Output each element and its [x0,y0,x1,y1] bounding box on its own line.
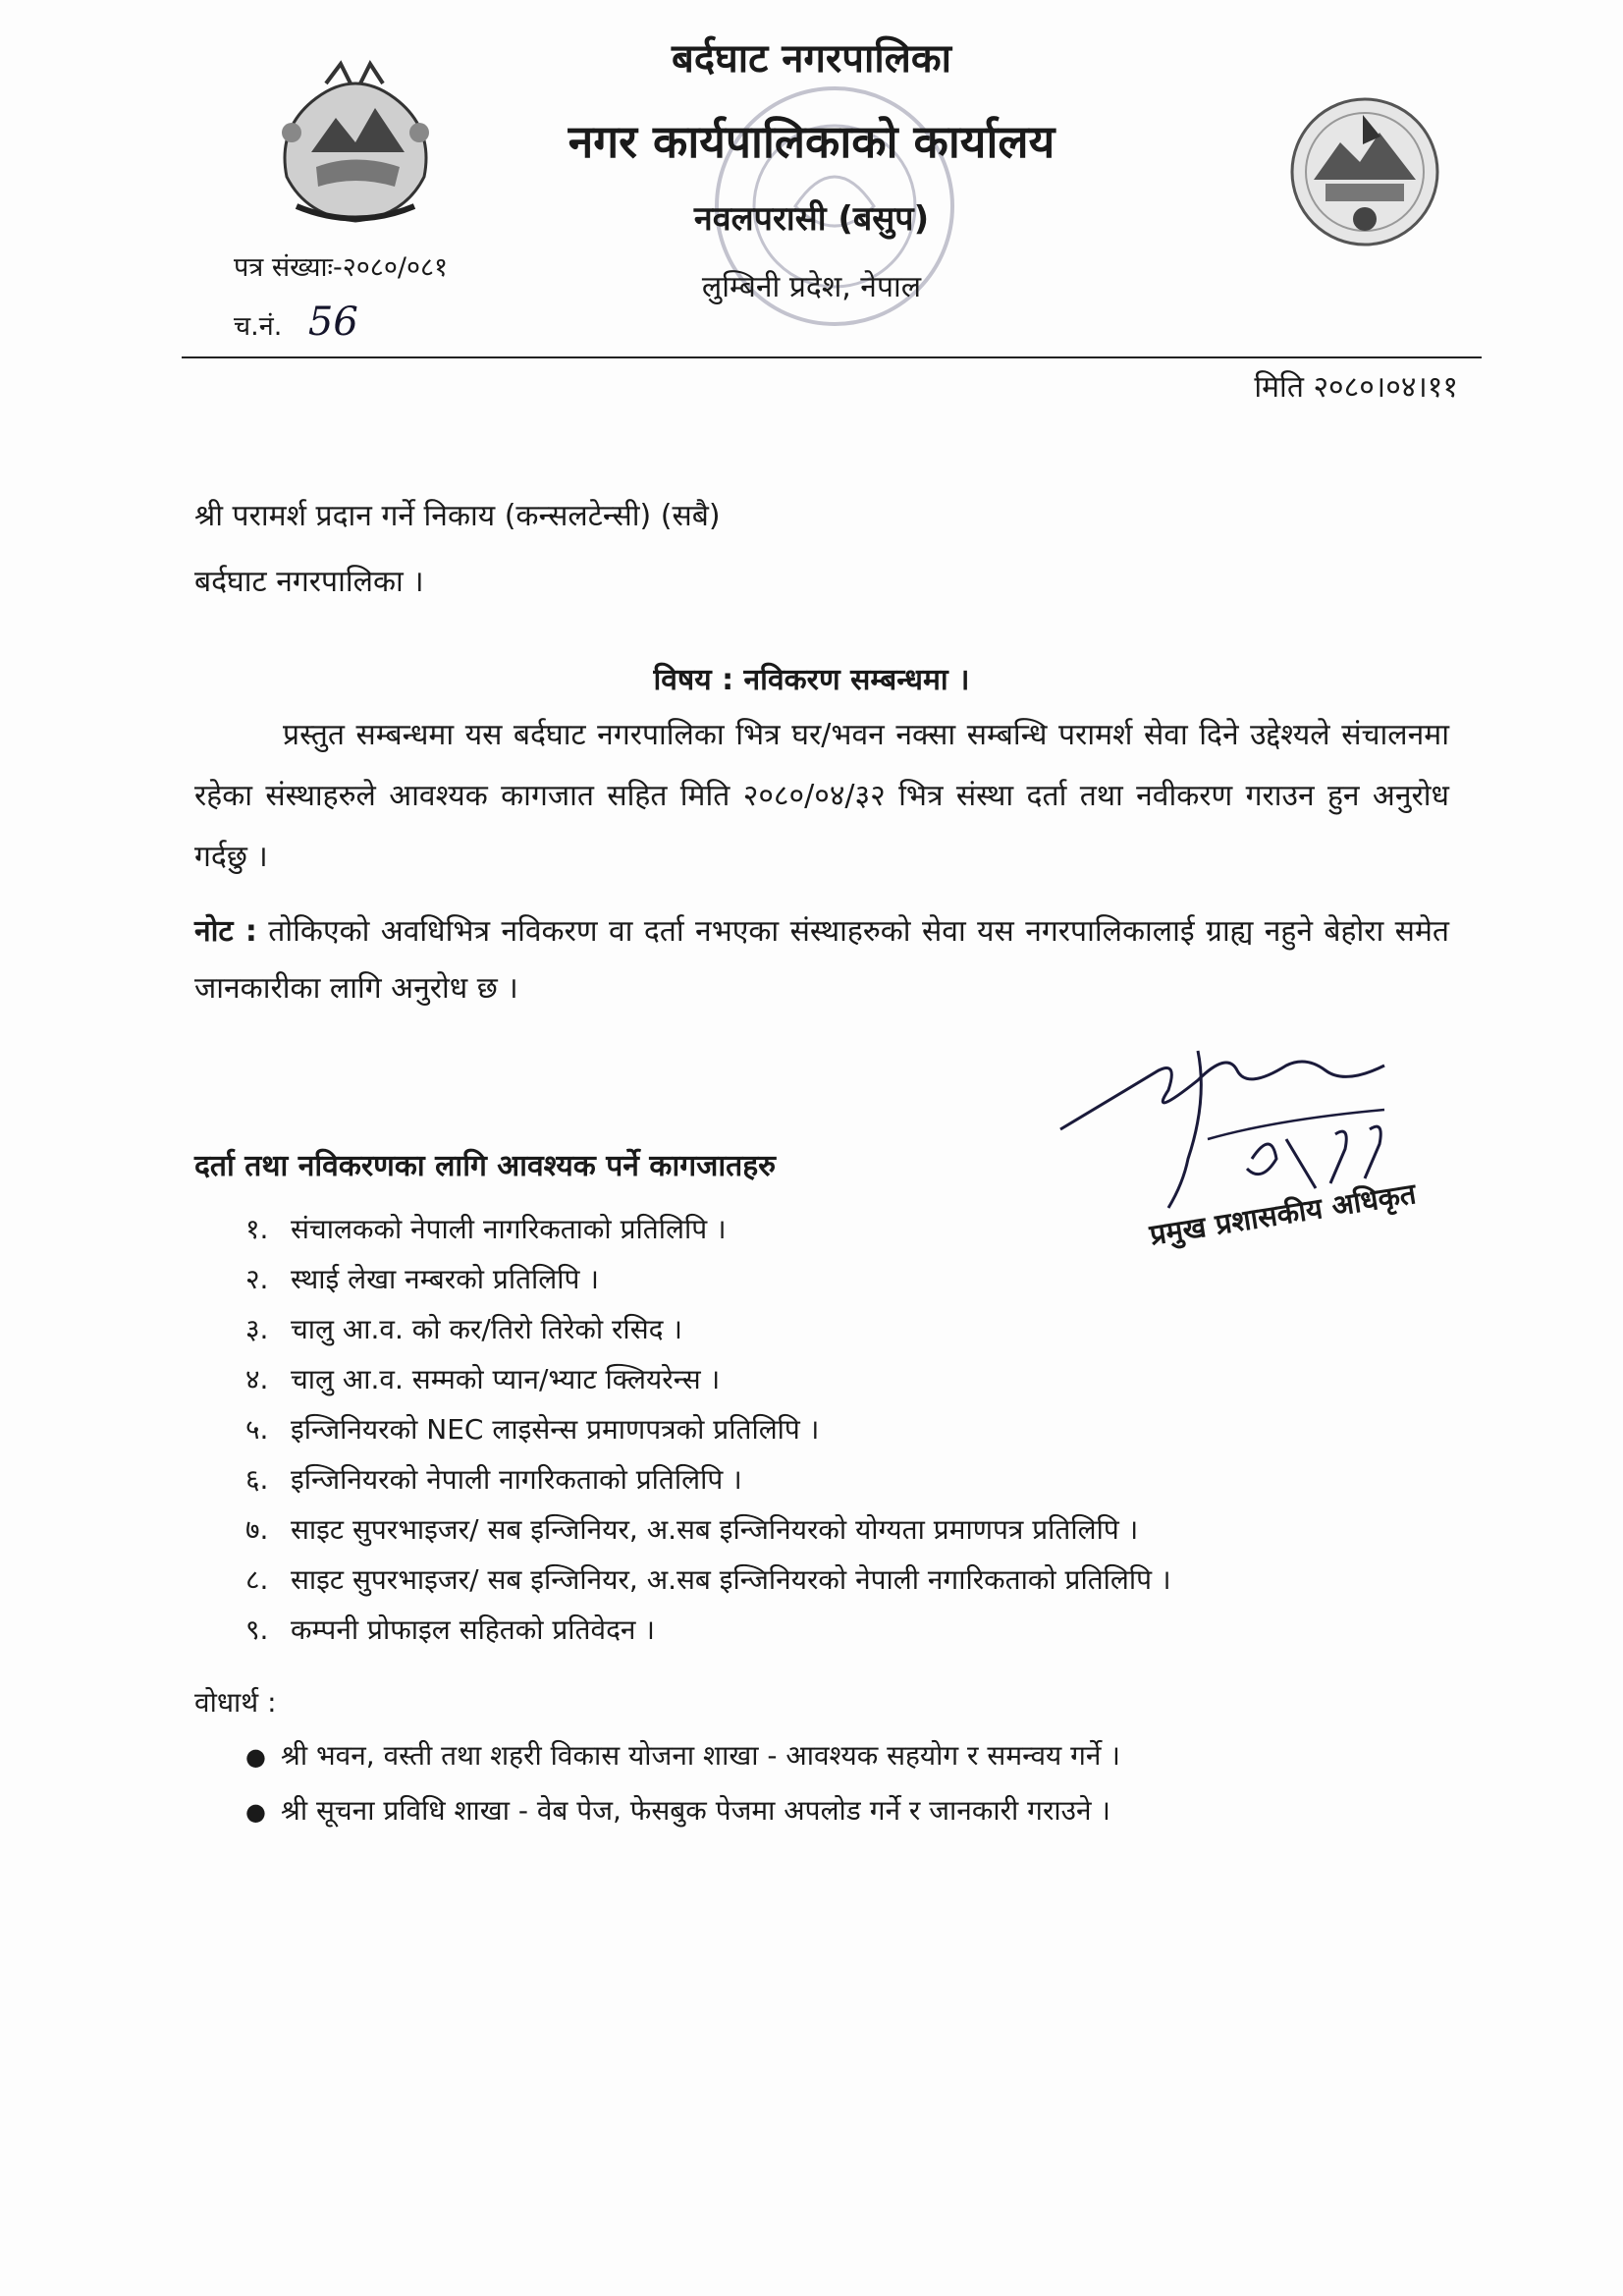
cc-heading: वोधार्थ : [194,1686,277,1719]
note-label: नोट : [194,914,257,949]
letter-number: पत्र संख्याः-२०८०/०८१ [234,252,449,283]
bullet-icon: ● [245,1743,266,1771]
letter-date: मिति २०८०।०४।११ [1254,370,1458,405]
dispatch-label: च.नं. [234,311,283,342]
list-item: ८. साइट सुपरभाइजर/ सब इन्जिनियर, अ.सब इन्जिनियरको नेपाली नगारिकताको प्रतिलिपि । [245,1563,1171,1596]
note-paragraph [194,903,1449,1017]
bullet-icon: ● [245,1798,266,1826]
header-divider [182,356,1482,358]
list-item: २. स्थाई लेखा नम्बरको प्रतिलिपि । [245,1263,599,1295]
documents-list [245,1204,1171,1655]
dispatch-number-row [234,300,358,345]
list-item: ● श्री भवन, वस्ती तथा शहरी विकास योजना शाखा - आवश्यक सहयोग र समन्वय गर्ने । [245,1728,1120,1783]
note-text: तोकिएको अवधिभित्र नविकरण वा दर्ता नभएका संस्थाहरुको सेवा यस नगरपालिकालाई ग्राह्य नहुने बेहोरा समेत जानकारीका लागि अनुरोध छ । [194,914,1449,1006]
municipality-name: बर्दघाट नगरपालिका [672,36,951,82]
list-item: ६. इन्जिनियरको नेपाली नागरिकताको प्रतिलिपि । [245,1463,742,1496]
list-item: ● श्री सूचना प्रविधि शाखा - वेब पेज, फेसबुक पेजमा अपलोड गर्ने र जानकारी गराउने । [245,1783,1120,1838]
subject-line: विषय : नविकरण सम्बन्धमा । [653,663,970,697]
list-item: ५. इन्जिनियरको NEC लाइसेन्स प्रमाणपत्रको प्रतिलिपि । [245,1413,820,1446]
office-name: नगर कार्यपालिकाको कार्यालय [568,115,1055,168]
district-name: नवलपरासी (बसुप) [693,199,930,239]
recipient-line-2: बर्दघाट नगरपालिका । [194,565,424,599]
list-item: ७. साइट सुपरभाइजर/ सब इन्जिनियर, अ.सब इन्जिनियरको योग्यता प्रमाणपत्र प्रतिलिपि । [245,1513,1139,1546]
province-country: लुम्बिनी प्रदेश, नेपाल [701,270,922,304]
body-paragraph: प्रस्तुत सम्बन्धमा यस बर्दघाट नगरपालिका भित्र घर/भवन नक्सा सम्बन्धि परामर्श सेवा दिने उद्देश्यले संचालनमा रहेका संस्थाहरुले आवश्यक कागजात सहित मिति २०८०/०४/३२ भित्र संस्था दर्ता तथा नवीकरण गराउन हुन अनुरोध गर्दछु । [194,718,1449,874]
list-item: ९. कम्पनी प्रोफाइल सहितको प्रतिवेदन । [245,1613,655,1646]
dispatch-number: 56 [307,300,358,345]
cc-list [245,1728,1120,1838]
list-item: ३. चालु आ.व. को कर/तिरो तिरेको रसिद । [245,1313,682,1345]
list-item: ४. चालु आ.व. सम्मको प्यान/भ्याट क्लियरेन्स । [245,1363,721,1395]
list-item: १. संचालकको नेपाली नागरिकताको प्रतिलिपि । [245,1213,727,1245]
recipient-line-1: श्री परामर्श प्रदान गर्ने निकाय (कन्सलटेन्सी) (सबै) [194,499,721,533]
documents-heading: दर्ता तथा नविकरणका लागि आवश्यक पर्ने कागजातहरु [194,1149,777,1183]
signatory-title: प्रमुख प्रशासकीय अधिकृत [1147,1176,1419,1252]
